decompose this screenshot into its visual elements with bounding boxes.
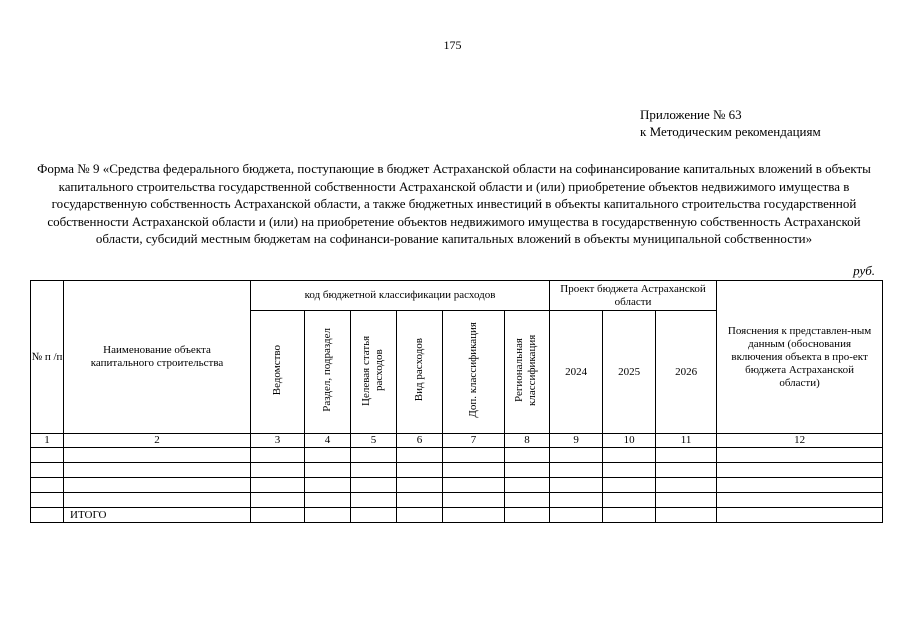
header-code-col	[305, 311, 351, 434]
column-number-row	[31, 434, 883, 448]
header-code-label: Доп. классификация	[467, 322, 479, 418]
header-code-group: код бюджетной классификации расходов	[251, 281, 550, 311]
page-number: 175	[443, 38, 462, 52]
header-object-name: Наименование объекта капитального строительства	[64, 281, 251, 434]
header-code-label: Региональная классификация	[513, 334, 539, 406]
table-row	[31, 478, 883, 493]
total-row	[31, 508, 883, 523]
currency-unit: руб.	[853, 263, 875, 278]
table-row	[31, 493, 883, 508]
appendix-line-2: к Методическим рекомендациям	[640, 124, 821, 139]
header-num: № п /п	[31, 281, 64, 434]
header-notes: Пояснения к представлен-ным данным (обоснования включения объекта в про-ект бюджета Астраханской области)	[717, 281, 883, 434]
column-number: 3	[251, 434, 305, 448]
header-year: 2024	[550, 311, 603, 434]
column-number: 6	[397, 434, 443, 448]
header-code-col	[397, 311, 443, 434]
header-code-col	[505, 311, 550, 434]
column-number: 8	[505, 434, 550, 448]
header-code-col	[351, 311, 397, 434]
column-number: 2	[64, 434, 251, 448]
column-number: 11	[656, 434, 717, 448]
header-code-col	[251, 311, 305, 434]
header-year: 2026	[656, 311, 717, 434]
header-code-col	[443, 311, 505, 434]
budget-table	[30, 280, 883, 523]
column-number: 4	[305, 434, 351, 448]
column-number: 1	[31, 434, 64, 448]
header-code-label: Ведомство	[271, 344, 283, 396]
column-number: 10	[603, 434, 656, 448]
header-code-label: Целевая статья расходов	[359, 334, 385, 406]
table-row	[31, 463, 883, 478]
appendix-reference	[640, 106, 821, 140]
appendix-line-1: Приложение № 63	[640, 107, 742, 122]
header-code-label: Вид расходов	[413, 338, 425, 402]
header-code-label: Раздел, подраздел	[321, 328, 333, 412]
table-row	[31, 448, 883, 463]
header-year: 2025	[603, 311, 656, 434]
column-number: 5	[351, 434, 397, 448]
header-row-1	[31, 281, 883, 311]
column-number: 12	[717, 434, 883, 448]
total-label: ИТОГО	[64, 508, 251, 523]
form-title: Форма № 9 «Средства федерального бюджета, поступающие в бюджет Астраханской области на софинансирование капитальных вложений в объекты капитального строительства государственной собственности Астраханской области и (или) приобретение объектов недвижимого имущества в государственную собственность Астраханской области, а также бюджетных инвестиций в объекты капитального строительства государственной собственности Астраханской области и (или) на приобретение объектов недвижимого имущества в государственную собственность Астраханской области, субсидий местным бюджетам на софинанси-рование капитальных вложений в объекты муниципальной собственности»	[37, 161, 871, 246]
column-number: 9	[550, 434, 603, 448]
column-number: 7	[443, 434, 505, 448]
header-budget-group: Проект бюджета Астраханской области	[550, 281, 717, 311]
